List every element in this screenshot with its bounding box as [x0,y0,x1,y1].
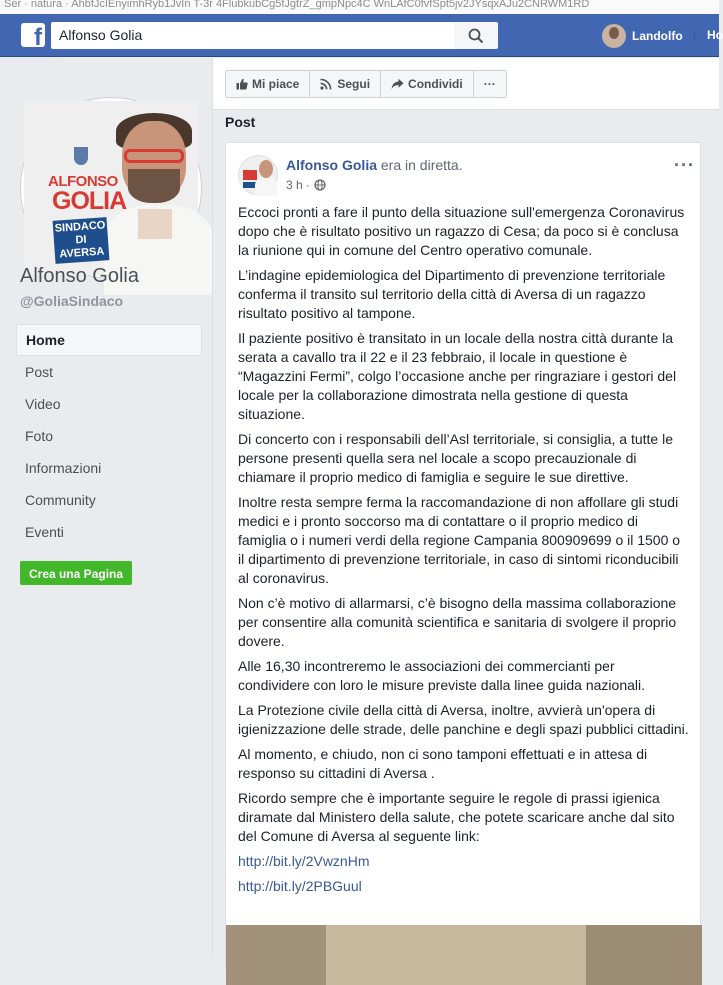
post-author-line [286,157,463,173]
post-body [238,203,690,902]
facebook-top-bar [0,14,723,57]
post-paragraph: Ricordo sempre che è importante seguire le regole di prassi igienica diramate dal Ministero della salute, che potete scaricare anche dal sito del Comune di Aversa al seguente link: [238,790,675,844]
like-button[interactable]: Mi piace [226,71,310,97]
post-paragraph: Eccoci pronti a fare il punto della situazione sull'emergenza Coronavirus dopo che è risultato positivo un ragazzo di Cesa; da poco si è conclusa la riunione qui in comune del Centro operativo comunale. [238,204,685,258]
post-link[interactable]: http://bit.ly/2PBGuul [238,878,362,894]
user-name: Landolfo [632,28,683,43]
more-actions-button[interactable] [474,71,506,97]
nav-item-home[interactable]: Home [16,324,202,356]
facebook-logo-icon[interactable]: f [21,23,45,47]
post-options-icon[interactable]: ··· [674,155,695,175]
post-paragraph: Alle 16,30 incontreremo le associazioni dei commercianti per condividere con loro le misure previste dalla linee guida nazionali. [238,658,646,693]
post-paragraph: Non c’è motivo di allarmarsi, c’è bisogno della massima collaborazione per consentire alla comunità scientifica e sanitaria di svolgere il proprio dovere. [238,595,677,649]
post-paragraph: Inoltre resta sempre ferma la raccomandazione di non affollare gli studi medici e i pronto soccorso ma di contattare o il proprio medico di famiglia o i numeri verdi della regione Campania 800909699 o il 1500 o il dipartimento di prevenzione territoriale, in caso di sintomi riconducibili al coronavirus. [238,494,681,586]
post-paragraph: L’indagine epidemiologica del Dipartimento di prevenzione territoriale conferma il transito sul territorio della città di Aversa di un ragazzo risultato positivo al tampone. [238,267,666,321]
crest-icon [74,147,88,165]
share-button[interactable]: Condividi [381,71,474,97]
page-handle[interactable]: @GoliaSindaco [20,293,124,309]
glasses-shape [124,149,184,163]
post-author-name[interactable]: Alfonso Golia [286,157,377,173]
search-icon [468,28,484,44]
action-button-group [225,70,507,98]
thumbs-up-icon [236,78,248,90]
nav-item-foto[interactable]: Foto [25,428,54,444]
globe-icon[interactable] [314,179,326,191]
browser-url-strip: Ser · natura · AhbfJcIEnyimhRyb1JvIn T-3r 4FlubkubCg5fJgtrZ_gmpNpc4C WnLAfC0fvfSpt5jv2JYsqxAJu2CNRWM1RD [0,0,719,14]
home-link[interactable]: Ho [707,28,723,42]
picture-text-surname: GOLIA [52,187,127,215]
section-heading: Post [225,114,256,130]
avatar [602,24,626,48]
more-dots-icon: ··· [483,77,496,91]
post-card [225,142,701,972]
rss-icon [320,78,333,90]
nav-item-video[interactable]: Video [25,396,61,412]
post-timestamp[interactable]: 3 h [286,178,303,192]
page-profile-picture[interactable] [21,98,201,278]
left-sidebar [0,58,212,955]
post-paragraph: La Protezione civile della città di Aversa, inoltre, avvierà un'opera di igienizzazione delle strade, delle panchine e degli spazi pubblici cittadini. [238,702,689,737]
post-meta: 3 h · [286,178,326,192]
divider [694,30,695,42]
search-input[interactable]: Alfonso Golia [51,22,454,49]
page-title[interactable]: Alfonso Golia [20,265,139,287]
picture-text-name: ALFONSO [48,173,118,190]
page-nav [16,324,202,548]
create-page-button[interactable]: Crea una Pagina [20,561,132,585]
main-column [213,58,719,955]
post-activity: era in diretta. [380,157,463,173]
search-button[interactable] [454,22,498,49]
post-link[interactable]: http://bit.ly/2VwznHm [238,853,370,869]
nav-item-informazioni[interactable]: Informazioni [25,460,102,476]
post-paragraph: Di concerto con i responsabili dell’Asl territoriale, si consiglia, a tutte le persone presenti quella sera nel locale a scopo precauzionale di chiamare il proprio medico di famiglia e seguire le sue direttive. [238,431,673,485]
page-action-bar [213,58,719,110]
nav-item-eventi[interactable]: Eventi [25,524,64,540]
author-avatar[interactable] [238,155,278,195]
profile-link[interactable] [602,22,683,49]
picture-text-role: SINDACO DI AVERSA [53,217,110,264]
nav-item-post[interactable]: Post [25,364,54,380]
share-arrow-icon [391,78,404,90]
post-paragraph: Il paziente positivo è transitato in un locale della nostra città durante la serata a cavallo tra il 22 e il 23 febbraio, il locale in questione è “Magazzini Fermi”, colgo l’occasione anche per ringraziare i gestori del locale per la collaborazione dimostrata nella gestione di questa situazione. [238,330,677,422]
post-video-thumbnail[interactable] [226,925,702,985]
nav-item-community[interactable]: Community [25,492,96,508]
follow-button[interactable]: Segui [310,71,381,97]
post-paragraph: Al momento, e chiudo, non ci sono tamponi effettuati e in attesa di responso su cittadini di Aversa . [238,746,648,781]
